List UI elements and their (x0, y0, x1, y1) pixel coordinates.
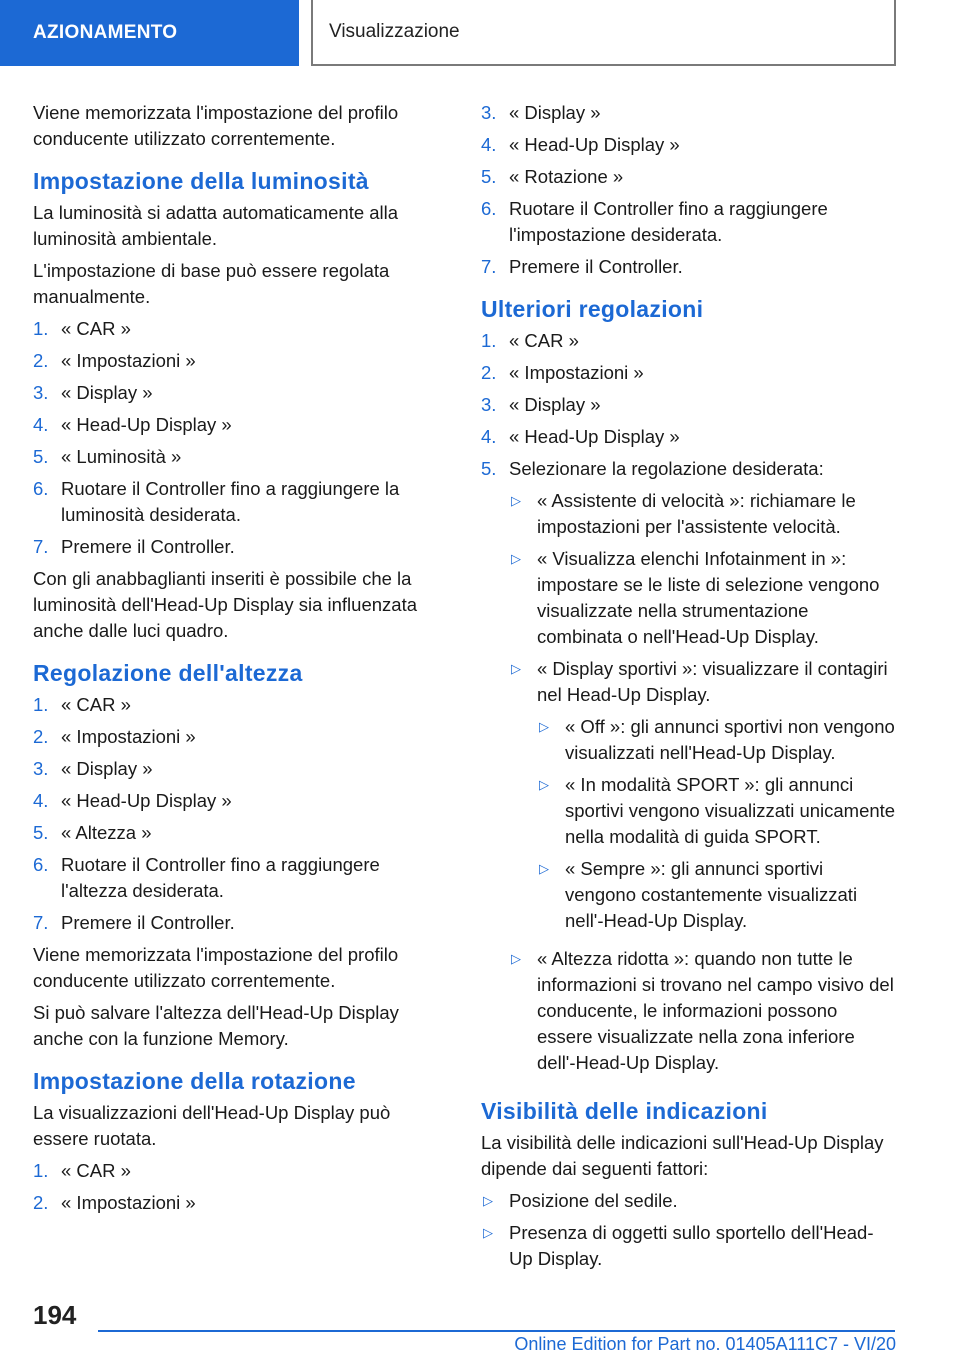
heading-visibility: Visibilità delle indicazioni (481, 1098, 768, 1124)
triangle-bullet-icon: ▷ (483, 1193, 493, 1208)
option-text: « Display sportivi »: visualizzare il contagiri nel Head-Up Display. (537, 658, 888, 705)
step-item (481, 164, 896, 190)
sub-option-list (537, 714, 896, 934)
step-number: 3. (481, 102, 497, 123)
heading-height: Regolazione dell'altezza (33, 660, 303, 686)
step-item (33, 348, 443, 374)
step-item (481, 392, 896, 418)
option-item (509, 946, 896, 1076)
step-number: 4. (33, 414, 49, 435)
step-item (33, 852, 443, 904)
step-number: 2. (33, 726, 49, 747)
step-item (481, 196, 896, 248)
heading-rotation: Impostazione della rotazione (33, 1068, 356, 1094)
option-item (509, 656, 896, 940)
step-number: 5. (33, 446, 49, 467)
step-text: « Luminosità » (61, 446, 182, 467)
left-column (33, 100, 443, 1222)
height-note-1: Viene memorizzata l'impostazione del profilo conducente utilizzato correntemente. (33, 944, 399, 991)
step-number: 1. (33, 694, 49, 715)
option-text: « Visualizza elenchi Infotainment in »: impostare se le liste di selezione vengono visualizzate nella strumentazione combinata o nell'Head-Up Display. (537, 548, 880, 647)
triangle-bullet-icon: ▷ (511, 551, 521, 566)
option-text: « Altezza ridotta »: quando non tutte le informazioni si trovano nel campo visivo del conducente, le informazioni possono essere visualizzate nella zona inferiore dell'-Head-Up Display. (537, 948, 894, 1073)
step-item (33, 534, 443, 560)
step-number: 2. (481, 362, 497, 383)
step-number: 7. (33, 536, 49, 557)
step-number: 4. (481, 134, 497, 155)
triangle-bullet-icon: ▷ (539, 777, 549, 792)
step-number: 5. (481, 166, 497, 187)
right-column (481, 100, 896, 1278)
step-item (33, 724, 443, 750)
step-text: « Rotazione » (509, 166, 624, 187)
step-item (33, 820, 443, 846)
brightness-paragraph-1: La luminosità si adatta automaticamente alla luminosità ambientale. (33, 202, 399, 249)
visibility-list (481, 1188, 896, 1272)
rotation-steps-continued (481, 100, 896, 280)
heading-brightness: Impostazione della luminosità (33, 168, 369, 194)
option-block (537, 656, 896, 940)
step-text: « Impostazioni » (61, 350, 196, 371)
option-item (509, 546, 896, 650)
step-number: 6. (481, 198, 497, 219)
step-text: « CAR » (61, 1160, 131, 1181)
step-number: 4. (33, 790, 49, 811)
step-number: 2. (33, 350, 49, 371)
option-text: « Assistente di velocità »: richiamare le impostazioni per l'assistente velocità. (537, 490, 856, 537)
visibility-item (481, 1220, 896, 1272)
sub-option-item (537, 714, 896, 766)
step-text: « Head-Up Display » (509, 134, 680, 155)
step-text: « Impostazioni » (61, 1192, 196, 1213)
step-number: 5. (481, 458, 497, 479)
step-text: Premere il Controller. (61, 912, 235, 933)
step-number: 1. (481, 330, 497, 351)
step-number: 7. (481, 256, 497, 277)
height-steps (33, 692, 443, 936)
step-item (481, 328, 896, 354)
step-text: « Display » (61, 758, 153, 779)
step-item (33, 788, 443, 814)
step-item (33, 316, 443, 342)
visibility-paragraph: La visibilità delle indicazioni sull'Head-Up Display dipende dai seguenti fattori: (481, 1132, 884, 1179)
step-number: 2. (33, 1192, 49, 1213)
step-text: Selezionare la regolazione desiderata: (509, 458, 824, 479)
triangle-bullet-icon: ▷ (511, 951, 521, 966)
visibility-item (481, 1188, 896, 1214)
step-item (481, 456, 896, 1082)
step-number: 4. (481, 426, 497, 447)
step-number: 7. (33, 912, 49, 933)
further-steps (481, 328, 896, 1082)
step-item (33, 910, 443, 936)
step-text: « CAR » (61, 318, 131, 339)
step-item (481, 424, 896, 450)
triangle-bullet-icon: ▷ (511, 661, 521, 676)
sub-option-item (537, 772, 896, 850)
triangle-bullet-icon: ▷ (539, 719, 549, 734)
triangle-bullet-icon: ▷ (511, 493, 521, 508)
step-text: Ruotare il Controller fino a raggiungere l'altezza desiderata. (61, 854, 380, 901)
step-number: 3. (33, 758, 49, 779)
step-item (33, 444, 443, 470)
footer-divider (98, 1330, 895, 1332)
step-number: 1. (33, 1160, 49, 1181)
section-title: AZIONAMENTO (0, 0, 299, 66)
step-item (33, 380, 443, 406)
rotation-paragraph: La visualizzazioni dell'Head-Up Display può essere ruotata. (33, 1102, 391, 1149)
step-item (33, 756, 443, 782)
sub-option-text: « Off »: gli annunci sportivi non vengono visualizzati nell'Head-Up Display. (565, 716, 895, 763)
step-text: Premere il Controller. (61, 536, 235, 557)
page-number: 194 (33, 1300, 77, 1330)
step-text: « Altezza » (61, 822, 152, 843)
step-item (33, 1158, 443, 1184)
heading-further-settings: Ulteriori regolazioni (481, 296, 704, 322)
intro-paragraph: Viene memorizzata l'impostazione del profilo conducente utilizzato correntemente. (33, 102, 399, 149)
step-text: « CAR » (509, 330, 579, 351)
step-number: 6. (33, 478, 49, 499)
step-text: « CAR » (61, 694, 131, 715)
brightness-note: Con gli anabbaglianti inseriti è possibile che la luminosità dell'Head-Up Display sia influenzata anche dalle luci quadro. (33, 568, 418, 641)
step-text: Ruotare il Controller fino a raggiungere la luminosità desiderata. (61, 478, 400, 525)
step-text-block (509, 456, 896, 1082)
visibility-text: Posizione del sedile. (509, 1190, 678, 1211)
step-item (481, 100, 896, 126)
option-list (509, 488, 896, 1076)
step-number: 5. (33, 822, 49, 843)
step-item (481, 132, 896, 158)
option-item (509, 488, 896, 540)
triangle-bullet-icon: ▷ (483, 1225, 493, 1240)
triangle-bullet-icon: ▷ (539, 861, 549, 876)
step-text: « Head-Up Display » (61, 414, 232, 435)
sub-option-text: « In modalità SPORT »: gli annunci sportivi vengono visualizzati unicamente nella modalità di guida SPORT. (565, 774, 896, 847)
step-item (33, 1190, 443, 1216)
brightness-paragraph-2: L'impostazione di base può essere regolata manualmente. (33, 260, 390, 307)
step-item (33, 476, 443, 528)
step-item (33, 692, 443, 718)
sub-option-text: « Sempre »: gli annunci sportivi vengono costantemente visualizzati nell'-Head-Up Display. (565, 858, 858, 931)
topic-title: Visualizzazione (311, 0, 896, 66)
step-text: « Impostazioni » (509, 362, 644, 383)
step-number: 6. (33, 854, 49, 875)
step-text: Premere il Controller. (509, 256, 683, 277)
step-text: « Head-Up Display » (509, 426, 680, 447)
step-item (481, 360, 896, 386)
height-note-2: Si può salvare l'altezza dell'Head-Up Display anche con la funzione Memory. (33, 1002, 399, 1049)
step-item (481, 254, 896, 280)
step-number: 3. (33, 382, 49, 403)
step-number: 3. (481, 394, 497, 415)
page-header (0, 0, 960, 66)
step-text: « Display » (61, 382, 153, 403)
step-text: « Display » (509, 394, 601, 415)
step-text: « Impostazioni » (61, 726, 196, 747)
step-number: 1. (33, 318, 49, 339)
visibility-text: Presenza di oggetti sullo sportello dell'Head-Up Display. (509, 1222, 874, 1269)
step-text: « Head-Up Display » (61, 790, 232, 811)
edition-note: Online Edition for Part no. 01405A111C7 - VI/20 (514, 1334, 896, 1354)
step-text: « Display » (509, 102, 601, 123)
step-item (33, 412, 443, 438)
rotation-steps (33, 1158, 443, 1216)
step-text: Ruotare il Controller fino a raggiungere l'impostazione desiderata. (509, 198, 828, 245)
brightness-steps (33, 316, 443, 560)
sub-option-item (537, 856, 896, 934)
